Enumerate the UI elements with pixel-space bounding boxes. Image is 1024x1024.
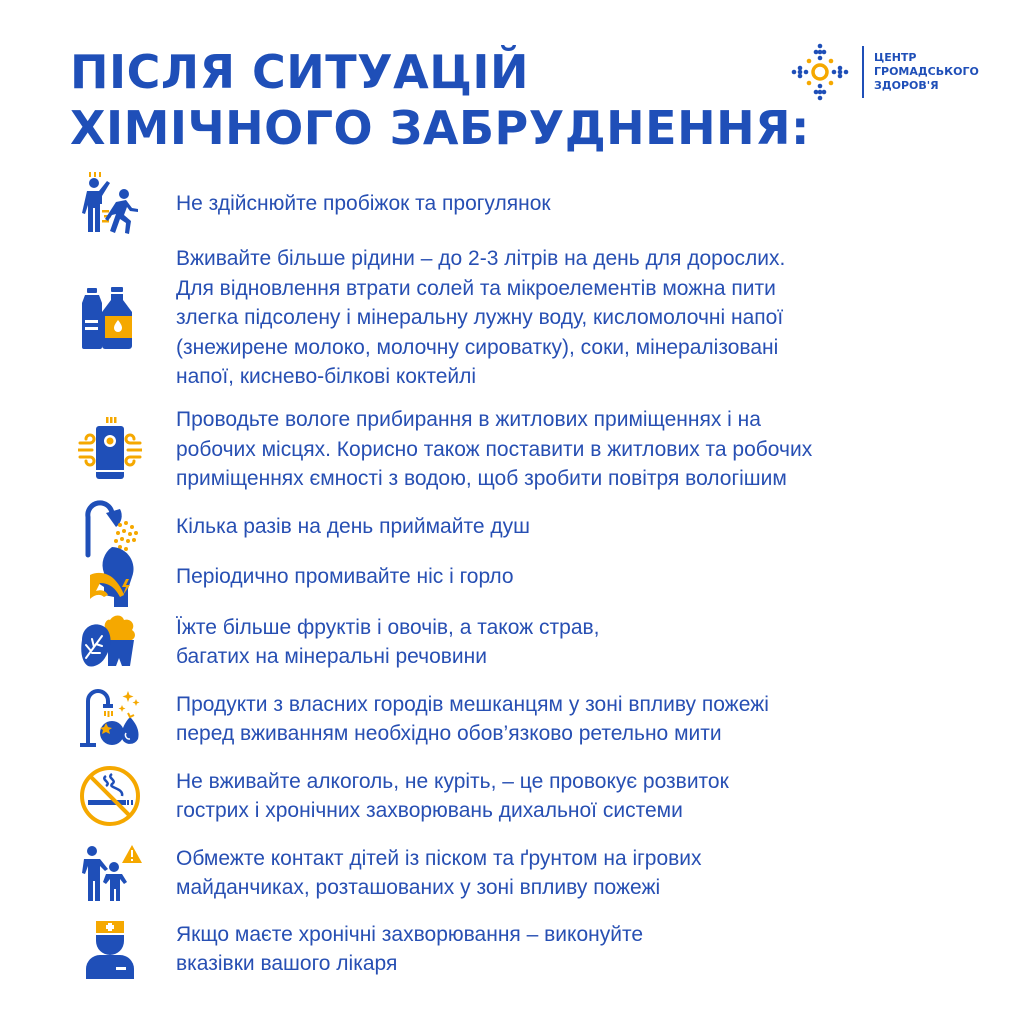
list-item (70, 841, 1000, 905)
parent-child-warning-icon (70, 841, 150, 905)
title-line-1: ПІСЛЯ СИТУАЦІЙ (70, 45, 530, 99)
list-item (70, 545, 1000, 609)
item-text: Не здійснюйте пробіжок та прогулянок (176, 192, 551, 216)
bottles-icon (70, 244, 150, 391)
item-text: Не вживайте алкоголь, не куріть, – це провокує розвиток гострих і хронічних захворювань дихальної системи (176, 769, 729, 822)
list-item (70, 610, 1000, 674)
public-health-center-logo (790, 42, 979, 102)
humidifier-icon (70, 417, 150, 481)
item-text: Проводьте вологе прибирання в житлових приміщеннях і на робочих місцях. Корисно також поставити в житлових та робочих приміщеннях ємності з водою, щоб зробити повітря вологішим (176, 408, 813, 490)
list-item (70, 172, 1000, 236)
nose-throat-icon (70, 545, 150, 609)
item-text: Вживайте більше рідини – до 2-3 літрів на день для дорослих. Для відновлення втрати солей та мікроелементів можна пити злегка підсолену і мінеральну лужну воду, кисломолочні напої (знежирене молоко, молочну сироватку), соки, мінералізовані напої, киснево-білкові коктейлі (176, 247, 786, 388)
logo-text: ЦЕНТР ГРОМАДСЬКОГО ЗДОРОВ'Я (874, 51, 979, 92)
item-text: Продукти з власних городів мешканцям у зоні впливу пожежі перед вживанням необхідно обов’язково ретельно мити (176, 692, 769, 745)
list-item (70, 917, 1000, 981)
washing-produce-icon (70, 687, 150, 751)
list-item (70, 687, 1000, 751)
list-item (70, 405, 1000, 494)
list-item (70, 244, 1000, 392)
title-line-2: ХІМІЧНОГО ЗАБРУДНЕННЯ: (70, 101, 810, 155)
doctor-icon (70, 917, 150, 981)
logo-divider (862, 46, 864, 98)
item-text: Кілька разів на день приймайте душ (176, 515, 530, 539)
logo-dots-icon (790, 42, 850, 102)
no-smoking-icon (70, 764, 150, 828)
people-walking-running-icon (70, 172, 150, 236)
item-text: Їжте більше фруктів і овочів, а також страв, багатих на мінеральні речовини (176, 615, 600, 668)
page-title (70, 44, 810, 156)
vegetables-fruits-icon (70, 610, 150, 674)
list-item (70, 764, 1000, 828)
item-text: Періодично промивайте ніс і горло (176, 565, 514, 589)
item-text: Обмежте контакт дітей із піском та ґрунтом на ігрових майданчиках, розташованих у зоні впливу пожежі (176, 846, 702, 899)
item-text: Якщо маєте хронічні захворювання – виконуйте вказівки вашого лікаря (176, 922, 644, 975)
